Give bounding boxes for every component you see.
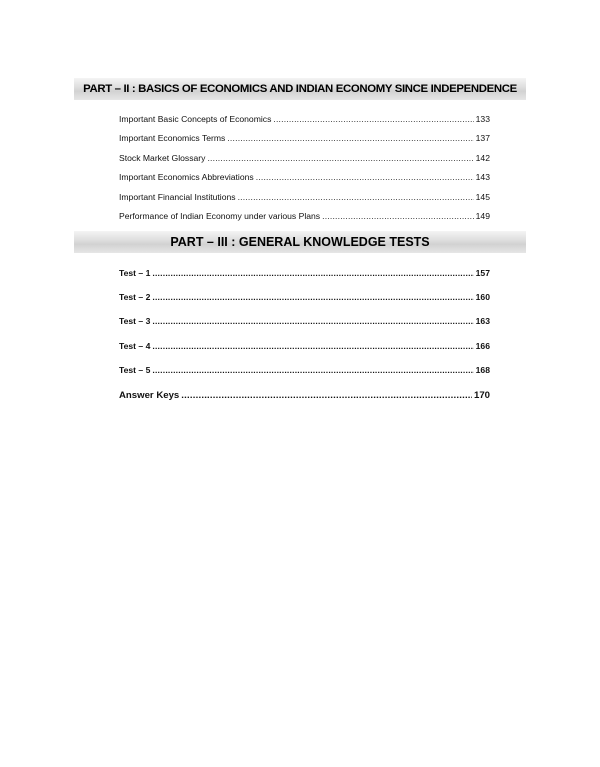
toc-entry-test-5[interactable]: [119, 365, 490, 389]
dot-leader: [207, 153, 473, 163]
toc-entry-page: 137: [475, 133, 490, 144]
toc-entry-title: Test – 2: [119, 292, 151, 303]
toc-entry-page: 143: [475, 172, 490, 183]
toc-entry-page: 160: [475, 292, 490, 303]
toc-entry-page: 163: [475, 316, 490, 327]
part-3-heading: PART – III : GENERAL KNOWLEDGE TESTS: [170, 235, 430, 249]
toc-entry-title: Stock Market Glossary: [119, 152, 206, 163]
toc-entry-economics-abbreviations[interactable]: [119, 172, 490, 191]
dot-leader: [152, 292, 473, 302]
part-3-contents-list: [119, 268, 490, 389]
toc-entry-title: Answer Keys: [119, 390, 180, 401]
part-2-contents-list: [119, 114, 490, 230]
toc-entry-stock-market-glossary[interactable]: [119, 153, 490, 172]
dot-leader: [152, 341, 473, 351]
dot-leader: [152, 316, 473, 326]
toc-entry-title: Test – 3: [119, 316, 151, 327]
toc-entry-page: 157: [475, 268, 490, 278]
part-2-heading-banner: [74, 78, 526, 100]
toc-entry-title: Important Basic Concepts of Economics: [119, 114, 272, 124]
dot-leader: [256, 172, 474, 182]
toc-entry-test-4[interactable]: [119, 341, 490, 365]
toc-entry-title: Performance of Indian Economy under various Plans: [119, 210, 321, 221]
toc-entry-page: 166: [475, 340, 490, 351]
toc-entry-financial-institutions[interactable]: [119, 192, 490, 211]
toc-entry-page: 168: [475, 364, 490, 375]
dot-leader: [273, 114, 473, 124]
toc-entry-title: Test – 5: [119, 364, 151, 375]
toc-entry-answer-keys[interactable]: [119, 390, 490, 401]
toc-entry-title: Test – 1: [119, 268, 151, 278]
toc-entry-test-1[interactable]: [119, 268, 490, 292]
toc-entry-page: 170: [473, 390, 490, 401]
toc-entry-economics-terms[interactable]: [119, 133, 490, 152]
part-2-heading: PART – II : BASICS OF ECONOMICS AND INDIAN ECONOMY SINCE INDEPENDENCE: [83, 83, 517, 95]
toc-entry-page: 149: [475, 210, 490, 221]
toc-entry-indian-economy-plans[interactable]: [119, 211, 490, 230]
toc-entry-basic-concepts[interactable]: [119, 114, 490, 133]
dot-leader: [238, 192, 474, 202]
toc-entry-page: 142: [475, 152, 490, 163]
toc-entry-title: Important Economics Abbreviations: [119, 172, 254, 183]
answer-keys-list: [119, 390, 490, 401]
dot-leader: [181, 390, 472, 401]
toc-entry-page: 145: [475, 191, 490, 202]
toc-entry-title: Important Economics Terms: [119, 133, 226, 144]
dot-leader: [227, 133, 473, 143]
dot-leader: [322, 211, 474, 221]
toc-entry-test-2[interactable]: [119, 292, 490, 316]
toc-entry-title: Important Financial Institutions: [119, 191, 236, 202]
toc-entry-test-3[interactable]: [119, 316, 490, 340]
dot-leader: [152, 268, 473, 278]
dot-leader: [152, 365, 473, 375]
toc-entry-page: 133: [475, 114, 490, 124]
part-3-heading-banner: [74, 231, 526, 253]
toc-entry-title: Test – 4: [119, 340, 151, 351]
